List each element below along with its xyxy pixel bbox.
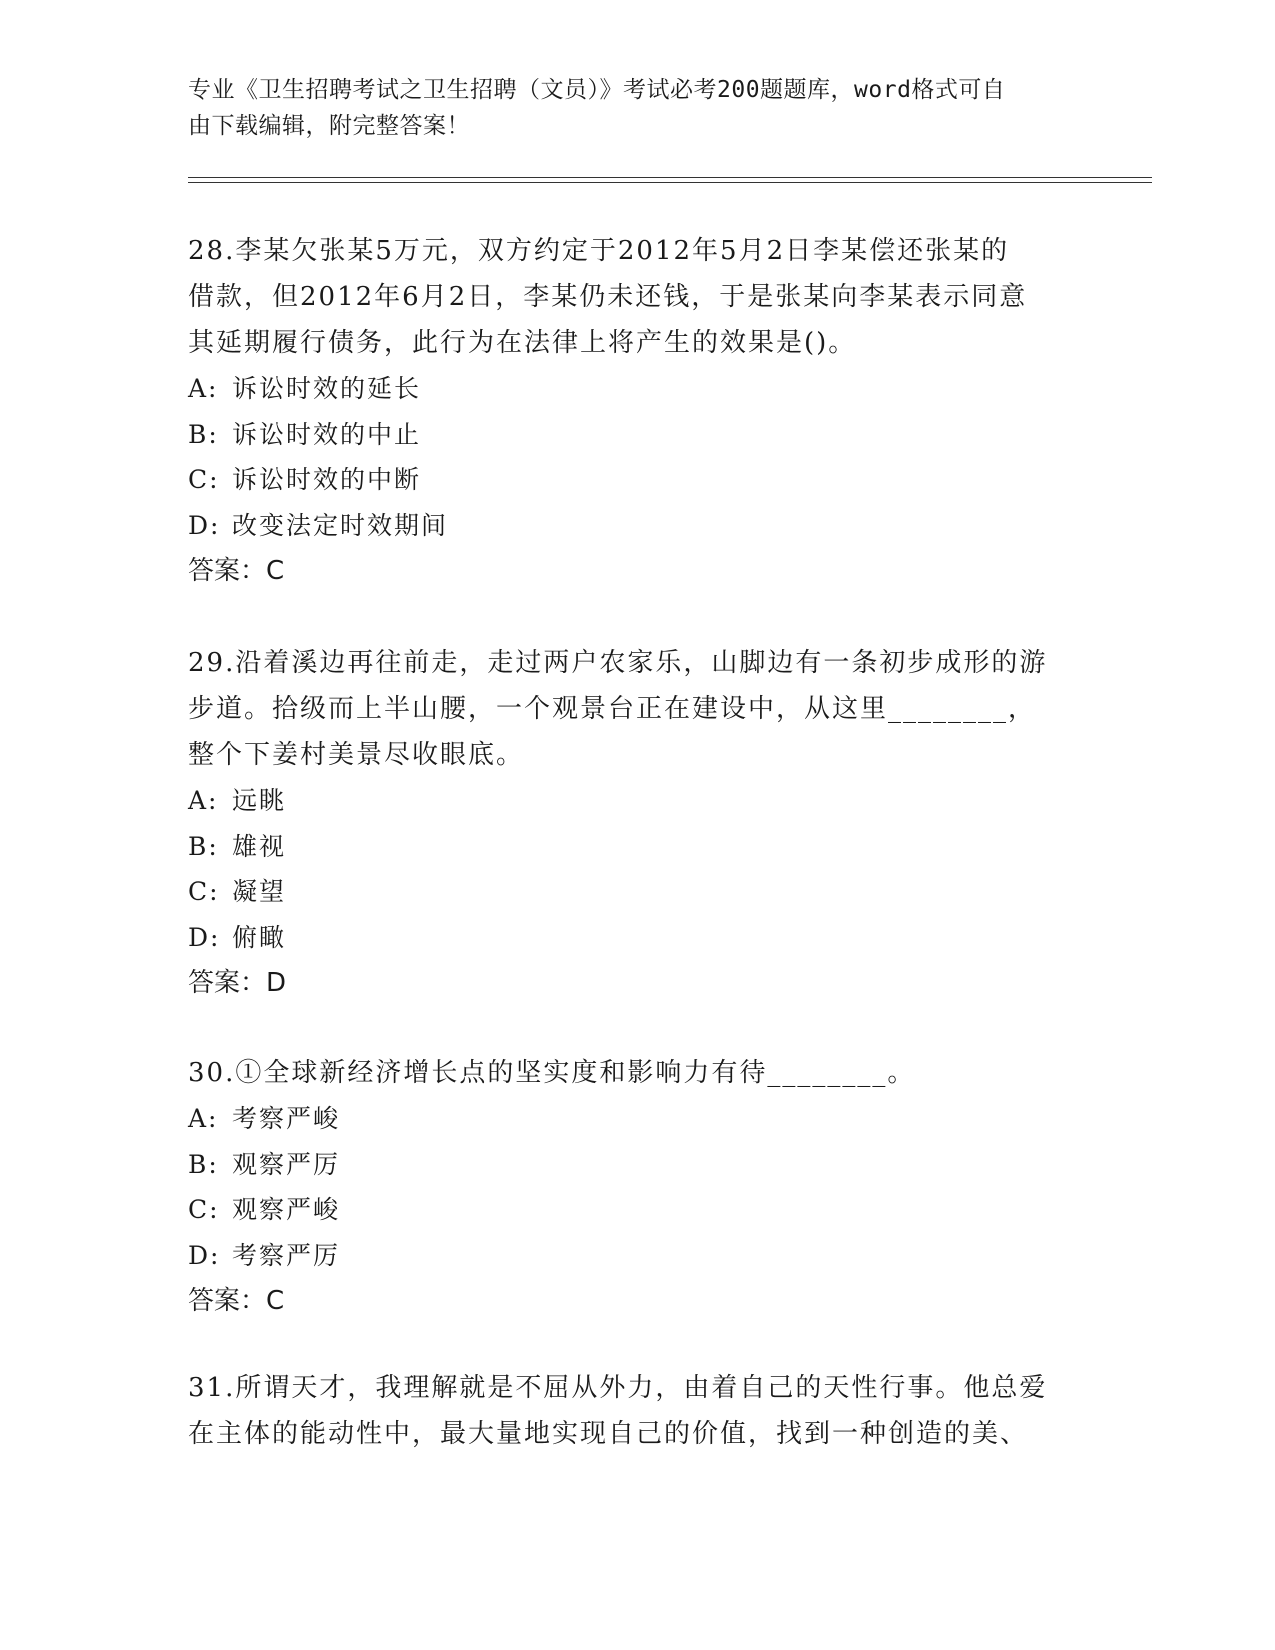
question-29 xyxy=(188,640,1088,1006)
option-c xyxy=(188,869,1088,915)
option-letter: A: xyxy=(188,786,219,815)
option-text: 诉讼时效的延长 xyxy=(232,374,422,403)
answer-line: 答案：C xyxy=(188,1286,285,1316)
question-28 xyxy=(188,228,1088,594)
question-stem-line: 31.所谓天才，我理解就是不屈从外力，由着自己的天性行事。他总爱 xyxy=(188,1373,1048,1403)
answer-line: 答案：D xyxy=(188,968,287,998)
option-letter: D: xyxy=(188,1240,221,1270)
option-d xyxy=(188,1233,1088,1279)
option-letter: C: xyxy=(188,465,220,494)
option-text: 改变法定时效期间 xyxy=(232,510,449,540)
option-letter: A: xyxy=(188,1104,219,1133)
option-text: 诉讼时效的中止 xyxy=(232,419,422,449)
option-letter: C: xyxy=(188,1195,220,1224)
question-stem-line: 整个下姜村美景尽收眼底。 xyxy=(188,740,525,770)
document-header xyxy=(188,72,1068,144)
question-stem-line: 在主体的能动性中，最大量地实现自己的价值，找到一种创造的美、 xyxy=(188,1419,1029,1449)
question-stem-line: 30.①全球新经济增长点的坚实度和影响力有待________。 xyxy=(188,1058,916,1088)
question-stem-line: 28.李某欠张某5万元，双方约定于2012年5月2日李某偿还张某的 xyxy=(188,236,1010,266)
option-letter: B: xyxy=(188,419,219,449)
option-text: 诉讼时效的中断 xyxy=(232,465,422,494)
question-stem-line: 其延期履行债务，此行为在法律上将产生的效果是()。 xyxy=(188,328,857,358)
question-30 xyxy=(188,1050,1088,1324)
option-text: 远眺 xyxy=(232,786,287,815)
option-b xyxy=(188,1142,1088,1188)
option-a xyxy=(188,1096,1088,1142)
option-text: 凝望 xyxy=(232,877,287,906)
question-stem-line: 步道。拾级而上半山腰，一个观景台正在建设中，从这里________， xyxy=(188,694,1037,724)
option-b xyxy=(188,412,1088,458)
option-text: 观察严峻 xyxy=(232,1195,341,1224)
answer-line: 答案：C xyxy=(188,556,285,586)
option-letter: A: xyxy=(188,374,219,403)
header-line-1: 专业《卫生招聘考试之卫生招聘（文员）》考试必考200题题库，word格式可自 xyxy=(188,77,1006,103)
option-b xyxy=(188,824,1088,870)
option-a xyxy=(188,366,1088,412)
option-c xyxy=(188,1187,1088,1233)
option-letter: B: xyxy=(188,1149,219,1179)
option-a xyxy=(188,778,1088,824)
option-letter: D: xyxy=(188,510,221,540)
option-text: 观察严厉 xyxy=(232,1149,341,1179)
header-divider-bottom xyxy=(188,182,1152,183)
option-letter: D: xyxy=(188,922,221,952)
question-stem-line: 29.沿着溪边再往前走，走过两户农家乐，山脚边有一条初步成形的游 xyxy=(188,648,1048,678)
question-stem-line: 借款，但2012年6月2日，李某仍未还钱，于是张某向李某表示同意 xyxy=(188,282,1028,312)
option-d xyxy=(188,503,1088,549)
question-31 xyxy=(188,1365,1088,1457)
option-text: 考察严厉 xyxy=(232,1240,341,1270)
header-line-2: 由下载编辑，附完整答案！ xyxy=(188,113,470,139)
option-text: 考察严峻 xyxy=(232,1104,341,1133)
option-letter: C: xyxy=(188,877,220,906)
option-text: 俯瞰 xyxy=(232,922,287,952)
option-d xyxy=(188,915,1088,961)
option-c xyxy=(188,457,1088,503)
header-divider-top xyxy=(188,177,1152,178)
option-letter: B: xyxy=(188,831,219,861)
option-text: 雄视 xyxy=(232,831,287,861)
